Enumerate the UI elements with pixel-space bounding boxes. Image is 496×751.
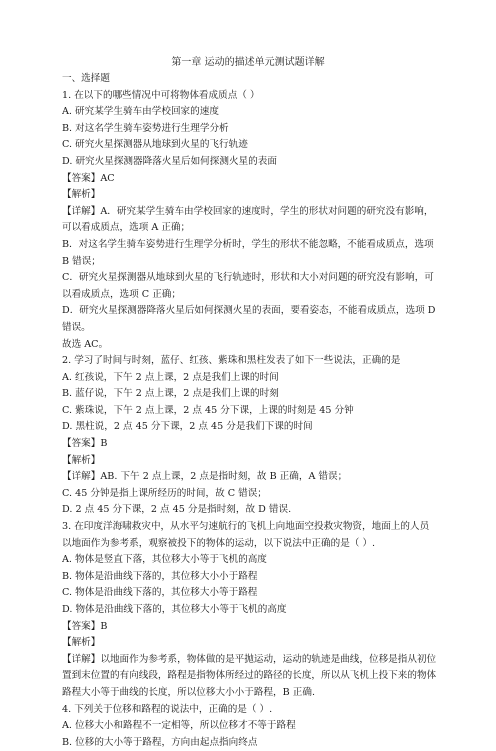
answer-option: C. 紫珠说，下午 2 点上课，2 点 45 分下课，上课的时刻是 45 分钟 (62, 404, 354, 416)
analysis-heading: 【解析】 (62, 454, 101, 466)
answer-option: A. 红孩说，下午 2 点上课，2 点是我们上课的时间 (62, 371, 279, 383)
answer-option: B. 位移的大小等于路程，方向由起点指向终点 (62, 736, 258, 748)
answer-option: A. 物体是竖直下落，其位移大小等于飞机的高度 (62, 554, 267, 566)
answer-key: 【答案】B (62, 438, 108, 450)
explanation-paragraph: C．研究火星探测器从地球到火星的飞行轨迹时，形状和大小对问题的研究没有影响，可以看成质点，选项 C 正确； (62, 272, 434, 300)
document-body (62, 71, 438, 751)
explanation-paragraph: 【详解】以地面作为参考系，物体做的是平抛运动，运动的轨迹是曲线，位移是指从初位置到末位置的有向线段，路程是指物体所经过的路径的长度，所以从飞机上投下来的物体路程大小等于曲线的长度，所以位移大小小于路程，B 正确. (62, 653, 437, 698)
text-line: C. 45 分钟是指上课所经历的时间，故 C 错误； (62, 487, 267, 499)
answer-option: C. 物体是沿曲线下落的，其位移大小等于路程 (62, 587, 258, 599)
answer-key: 【答案】B (62, 620, 108, 632)
answer-option: B. 对这名学生骑车姿势进行生理学分析 (62, 122, 229, 134)
text-line: 【详解】AB. 下午 2 点上课，2 点是指时刻，故 B 正确，A 错误； (62, 471, 348, 483)
answer-option: D. 黑柱说，2 点 45 分下课，2 点 45 分是我们下课的时间 (62, 421, 313, 433)
analysis-heading: 【解析】 (62, 189, 101, 201)
explanation-paragraph: 2. 学习了时间与时刻，蓝仔、红孩、紫珠和黑柱发表了如下一些说法，正确的是 (62, 355, 401, 367)
answer-option: A. 位移大小和路程不一定相等，所以位移才不等于路程 (62, 720, 296, 732)
answer-option: A. 研究某学生骑车由学校回家的速度 (62, 106, 219, 118)
answer-option: C. 研究火星探测器从地球到火星的飞行轨迹 (62, 139, 248, 151)
answer-option: D. 研究火星探测器降落火星后如何探测火星的表面 (62, 155, 277, 167)
analysis-heading: 【解析】 (62, 637, 101, 649)
text-line: D. 2 点 45 分下课，2 点 45 分是指时刻，故 D 错误. (62, 504, 292, 516)
explanation-paragraph: 3. 在印度洋海啸救灾中，从水平匀速航行的飞机上向地面空投救灾物资，地面上的人员以地面作为参考系，观察被投下的物体的运动，以下说法中正确的是（ ）. (62, 521, 430, 549)
text-line: 4. 下列关于位移和路程的说法中，正确的是（ ）. (62, 703, 273, 715)
explanation-paragraph: 【详解】A．研究某学生骑车由学校回家的速度时，学生的形状对问题的研究没有影响，可以看成质点，选项 A 正确； (62, 205, 434, 234)
answer-option: B. 物体是沿曲线下落的，其位移大小小于路程 (62, 570, 258, 582)
explanation-paragraph: B．对这名学生骑车姿势进行生理学分析时，学生的形状不能忽略，不能看成质点，选项 B 错误； (62, 238, 434, 267)
document-title: 第一章 运动的描述单元测试题详解 (171, 57, 325, 68)
answer-option: D. 物体是沿曲线下落的，其位移大小等于飞机的高度 (62, 604, 287, 615)
explanation-paragraph: D．研究火星探测器降落火星后如何探测火星的表面，要看姿态，不能看成质点，选项 D 错误。 (62, 305, 436, 333)
text-line: 故选 AC。 (62, 338, 109, 350)
answer-option: B. 蓝仔说，下午 2 点上课，2 点是我们上课的时刻 (62, 388, 279, 400)
question-text: 1. 在以下的哪些情况中可将物体看成质点（ ） (62, 89, 260, 101)
section-heading: 一、选择题 (62, 73, 110, 84)
answer-key: 【答案】AC (62, 172, 115, 184)
